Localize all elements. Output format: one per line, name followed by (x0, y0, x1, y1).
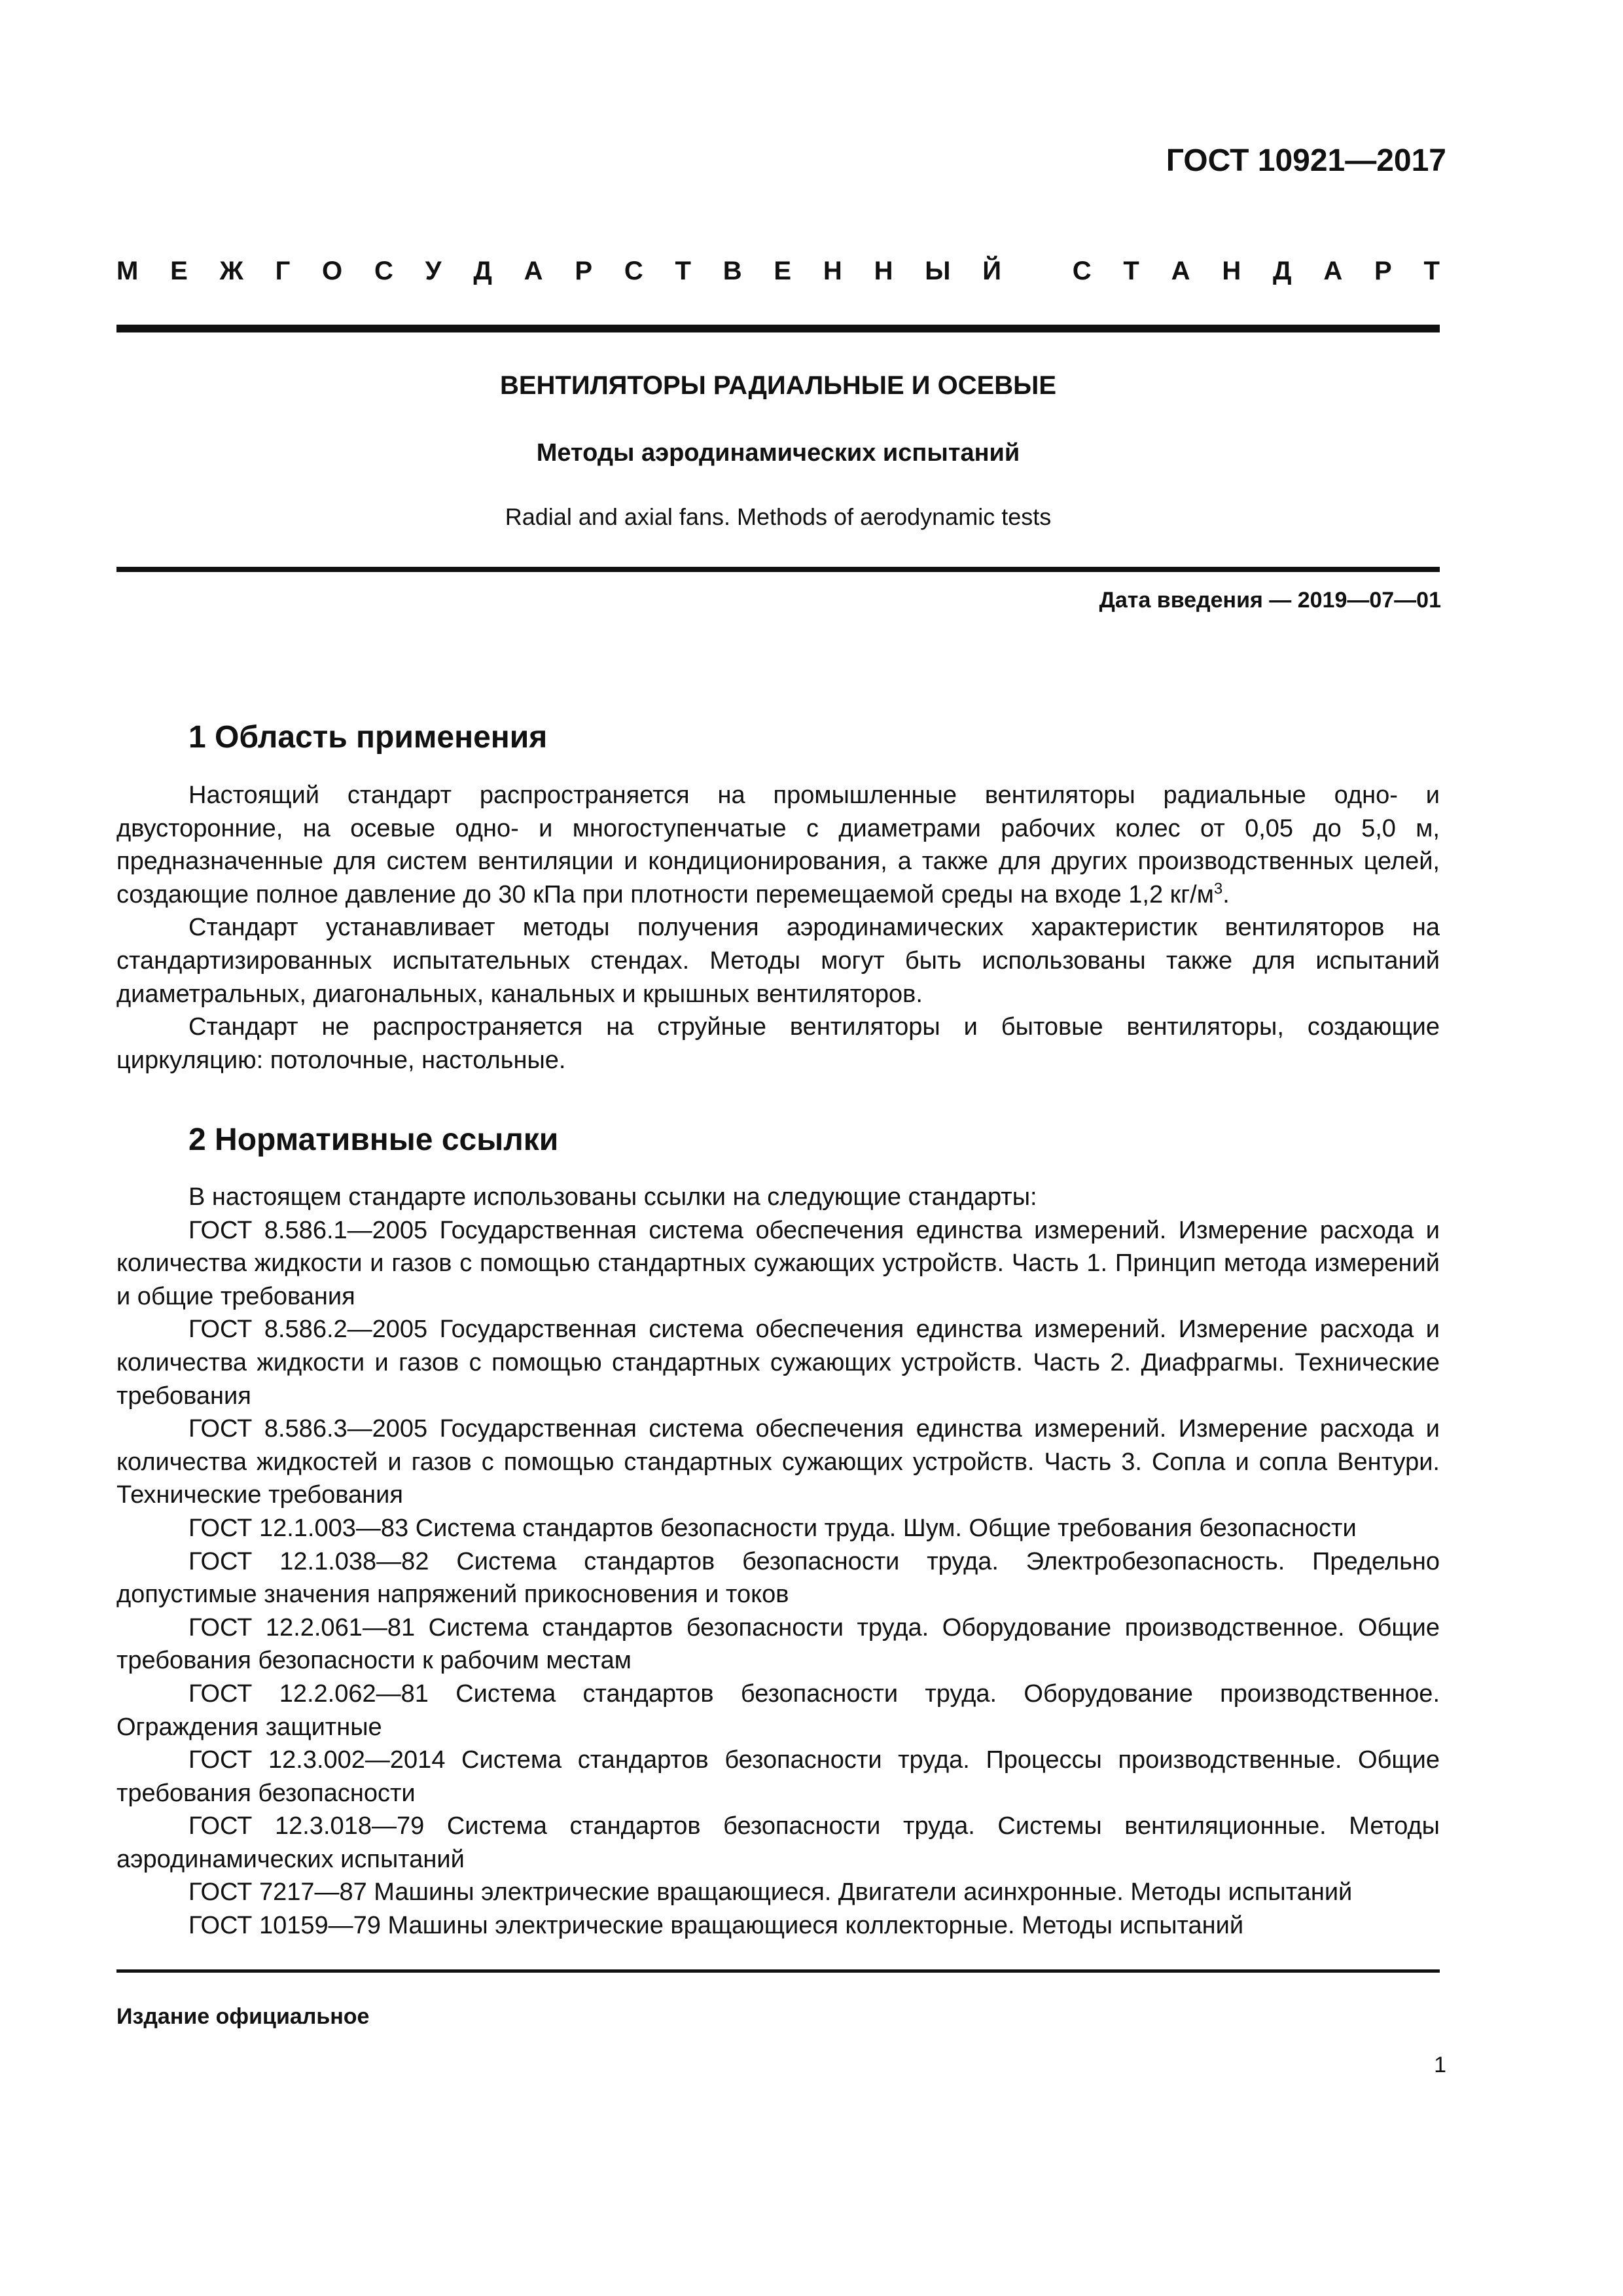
banner-letter: С (1072, 257, 1092, 285)
superscript: 3 (1213, 880, 1223, 898)
banner-letter: Е (774, 257, 792, 285)
banner-letter: Н (874, 257, 893, 285)
title-divider (116, 567, 1440, 572)
paragraph-text: Настоящий стандарт распространяется на промышленные вентиляторы радиальные одно- и двусторонние, на осевые одно- и многоступенчатые с диаметрами рабочих колес от 0,05 до 5,0 м, предназначенные для систем вентиляции и кондиционирования, а также для других производственных целей, создающие полное давление до 30 кПа при плотности перемещаемой среды на входе 1,2 кг/м (116, 781, 1440, 908)
official-edition-label: Издание официальное (116, 2004, 370, 2029)
banner-letter: Р (575, 257, 593, 285)
reference-item: ГОСТ 12.2.062—81 Система стандартов безопасности труда. Оборудование производственное. Ограждения защитные (116, 1679, 1440, 1741)
banner-letter: Т (675, 257, 691, 285)
banner-letter: В (722, 257, 742, 285)
section-heading-references: 2 Нормативные ссылки (188, 1122, 559, 1157)
banner-letter: С (374, 257, 393, 285)
english-title: Radial and axial fans. Methods of aerodynamic tests (505, 503, 1052, 530)
paragraph-end: . (1222, 880, 1230, 908)
paragraph: Стандарт не распространяется на струйные вентиляторы и бытовые вентиляторы, создающие циркуляцию: потолочные, настольные. (116, 1013, 1440, 1074)
header-divider (116, 325, 1440, 332)
banner-letter: О (322, 257, 343, 285)
banner-letter: Е (170, 257, 188, 285)
banner-letter: Н (823, 257, 842, 285)
section-references-body (116, 1181, 1440, 1943)
introduction-date: Дата введения — 2019—07—01 (1099, 588, 1441, 613)
document-subtitle: Методы аэродинамических испытаний (536, 439, 1020, 467)
banner-letter: У (425, 257, 442, 285)
paragraph (116, 779, 1440, 911)
reference-item: ГОСТ 8.586.2—2005 Государственная система обеспечения единства измерений. Измерение расхода и количества жидкости и газов с помощью стандартных сужающих устройств. Часть 2. Диафрагмы. Технические требования (116, 1316, 1440, 1410)
banner-letter: Г (275, 257, 291, 285)
banner-letter: С (624, 257, 643, 285)
footer-divider (116, 1969, 1440, 1973)
banner-letter: М (116, 257, 139, 285)
paragraph: В настоящем стандарте использованы ссылки на следующие стандарты: (188, 1183, 1037, 1211)
section-scope-body (116, 779, 1440, 1077)
reference-item: ГОСТ 12.1.038—82 Система стандартов безопасности труда. Электробезопасность. Предельно допустимые значения напряжений прикосновения и токов (116, 1547, 1440, 1609)
reference-item: ГОСТ 12.1.003—83 Система стандартов безопасности труда. Шум. Общие требования безопасности (188, 1514, 1357, 1542)
banner-letter: Т (1423, 257, 1440, 285)
document-title: ВЕНТИЛЯТОРЫ РАДИАЛЬНЫЕ И ОСЕВЫЕ (499, 371, 1057, 400)
banner-letter: А (1323, 257, 1343, 285)
reference-item: ГОСТ 8.586.3—2005 Государственная система обеспечения единства измерений. Измерение расхода и количества жидкостей и газов с помощью стандартных сужающих устройств. Часть 3. Сопла и сопла Вентури. Технические требования (116, 1415, 1440, 1509)
reference-item: ГОСТ 7217—87 Машины электрические вращающиеся. Двигатели асинхронные. Методы испытаний (188, 1878, 1353, 1907)
paragraph: Стандарт устанавливает методы получения аэродинамических характеристик вентиляторов на стандартизированных испытательных стендах. Методы могут быть использованы также для испытаний диаметральных, диагональных, канальных и крышных вентиляторов. (116, 914, 1440, 1008)
reference-item: ГОСТ 12.2.061—81 Система стандартов безопасности труда. Оборудование производственное. Общие требования безопасности к рабочим местам (116, 1613, 1440, 1675)
reference-item: ГОСТ 12.3.018—79 Система стандартов безопасности труда. Системы вентиляционные. Методы аэродинамических испытаний (116, 1812, 1440, 1873)
banner-letter: А (1171, 257, 1190, 285)
reference-item: ГОСТ 12.3.002—2014 Система стандартов безопасности труда. Процессы производственные. Общие требования безопасности (116, 1746, 1440, 1807)
banner-letter: Д (473, 257, 492, 285)
banner-gap (1033, 257, 1041, 286)
reference-item: ГОСТ 10159—79 Машины электрические вращающиеся коллекторные. Методы испытаний (188, 1912, 1244, 1940)
reference-item: ГОСТ 8.586.1—2005 Государственная система обеспечения единства измерений. Измерение расхода и количества жидкости и газов с помощью стандартных сужающих устройств. Часть 1. Принцип метода измерений и общие требования (116, 1216, 1440, 1310)
interstate-standard-banner (116, 257, 1440, 286)
banner-letter: Р (1374, 257, 1392, 285)
banner-letter: А (524, 257, 543, 285)
banner-letter: Ы (925, 257, 951, 285)
document-number: ГОСТ 10921—2017 (1166, 143, 1446, 178)
section-heading-scope: 1 Область применения (188, 720, 548, 755)
banner-letter: Т (1123, 257, 1139, 285)
page-number: 1 (1434, 2053, 1446, 2077)
banner-letter: Д (1273, 257, 1292, 285)
banner-letter: Ж (219, 257, 243, 285)
banner-letter: Н (1222, 257, 1241, 285)
banner-letter: Й (982, 257, 1001, 285)
